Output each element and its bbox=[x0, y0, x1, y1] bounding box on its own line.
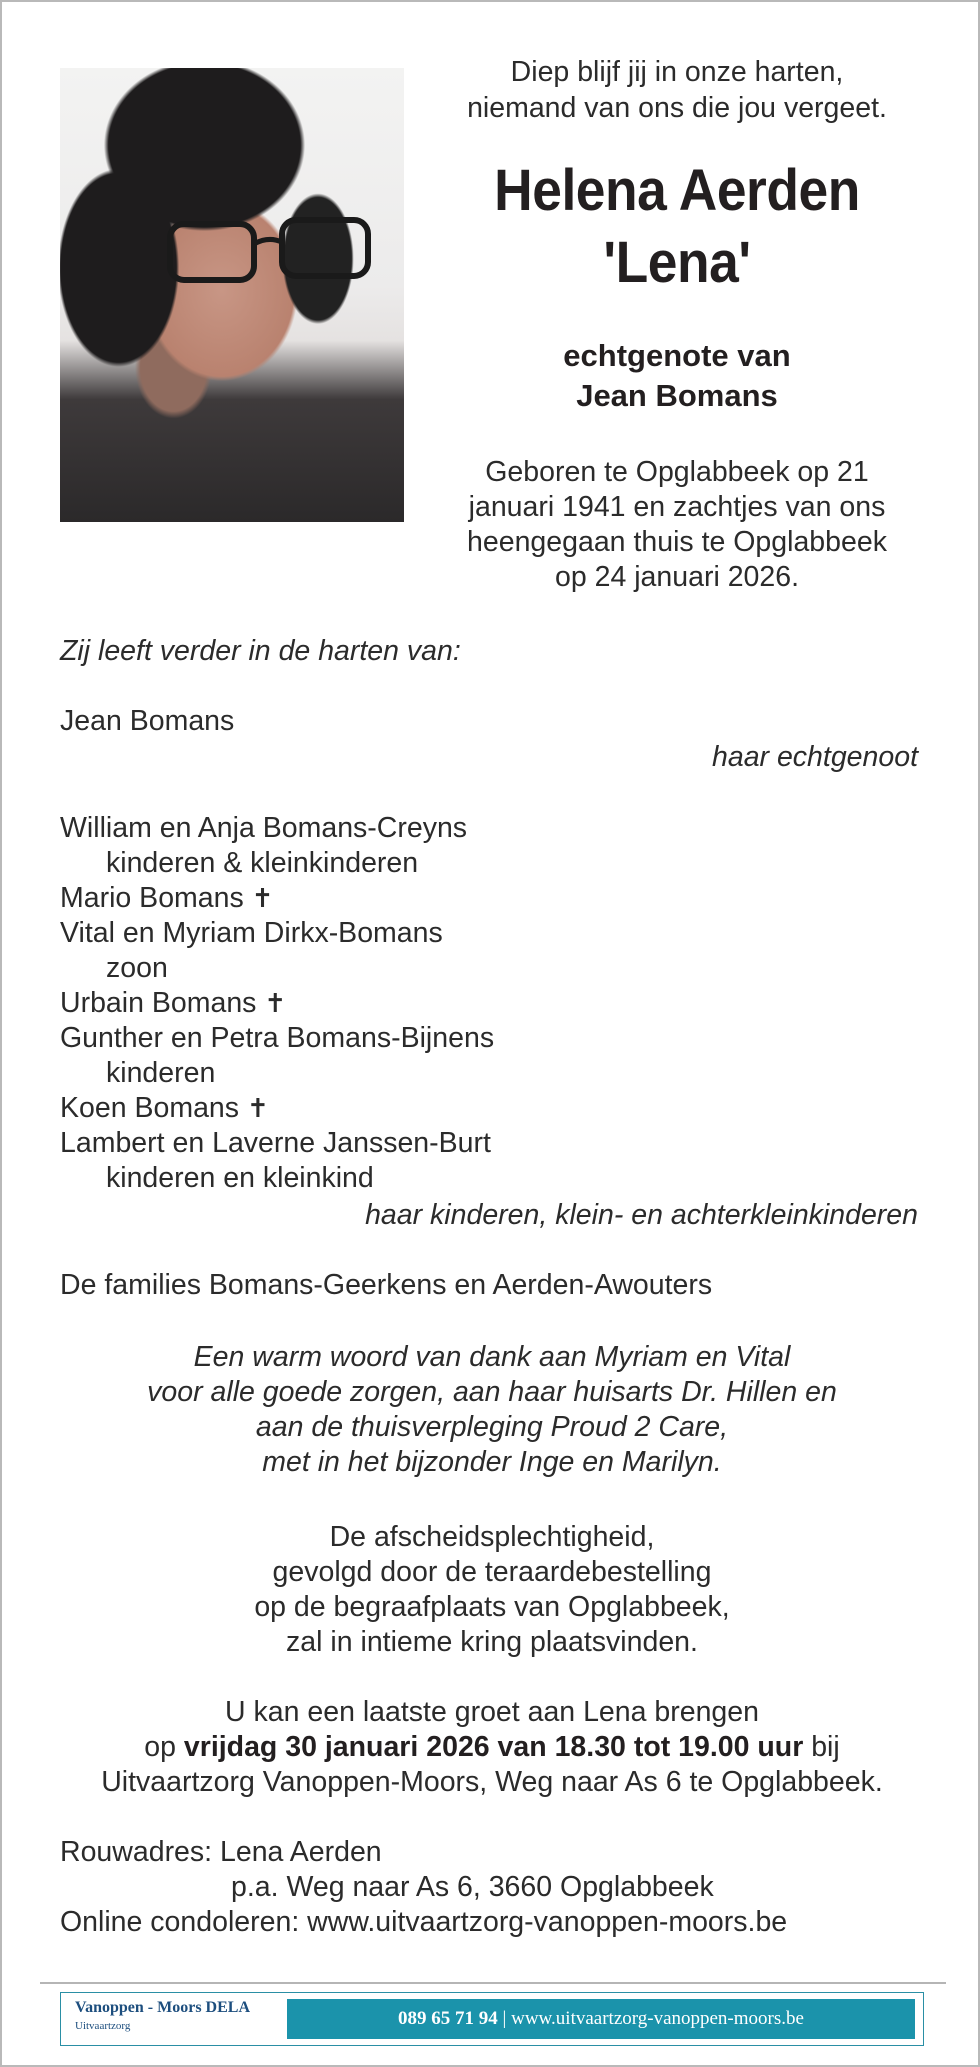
family-member bbox=[60, 1091, 269, 1126]
family-member-name: zoon bbox=[106, 952, 168, 984]
spouse-label: echtgenote van bbox=[563, 338, 791, 373]
motto bbox=[432, 54, 922, 126]
family-member-name: Koen Bomans bbox=[60, 1092, 240, 1124]
spouse-name: Jean Bomans bbox=[576, 378, 778, 413]
family-member bbox=[60, 811, 467, 846]
footer-divider bbox=[40, 1982, 946, 1984]
thanks-line: aan de thuisverpleging Proud 2 Care, bbox=[255, 1411, 729, 1443]
family-member-name: kinderen & kleinkinderen bbox=[106, 847, 419, 879]
family-role: haar kinderen, klein- en achterkleinkinderen bbox=[365, 1199, 918, 1231]
family-member-name: Gunther en Petra Bomans-Bijnens bbox=[60, 1022, 495, 1054]
deceased-name bbox=[452, 155, 903, 299]
motto-line: Diep blijf jij in onze harten, bbox=[510, 56, 844, 88]
contact-bar bbox=[287, 1999, 915, 2039]
logo-sub: Uitvaartzorg bbox=[75, 2020, 131, 2032]
logo-main: Vanoppen - Moors DELA bbox=[75, 1999, 250, 2016]
ceremony-line: zal in intieme kring plaatsvinden. bbox=[286, 1626, 698, 1658]
visit-post: bij bbox=[803, 1731, 840, 1763]
ceremony-line: op de begraafplaats van Opglabbeek, bbox=[254, 1591, 730, 1623]
portrait-photo bbox=[60, 68, 404, 522]
ceremony-line: De afscheidsplechtigheid, bbox=[329, 1521, 655, 1553]
family-member bbox=[60, 916, 443, 951]
motto-line: niemand van ons die jou vergeet. bbox=[467, 92, 887, 124]
visit-date-time: vrijdag 30 januari 2026 van 18.30 tot 19.00 uur bbox=[183, 1731, 804, 1763]
family-member bbox=[106, 951, 168, 986]
visit-line: U kan een laatste groet aan Lena brengen bbox=[225, 1696, 759, 1728]
cross-icon: ✝ bbox=[246, 1093, 269, 1123]
family-member-name: William en Anja Bomans-Creyns bbox=[60, 812, 468, 844]
nickname: 'Lena' bbox=[603, 230, 751, 295]
family-member bbox=[106, 1056, 215, 1091]
website-link[interactable]: www.uitvaartzorg-vanoppen-moors.be bbox=[511, 2008, 804, 2029]
family-member bbox=[60, 881, 273, 916]
visit-pre: op bbox=[144, 1731, 184, 1763]
born-line: januari 1941 en zachtjes van ons bbox=[468, 491, 886, 523]
family-member-name: Urbain Bomans bbox=[60, 987, 257, 1019]
thanks-line: Een warm woord van dank aan Myriam en Vital bbox=[193, 1341, 791, 1373]
phone-number[interactable]: 089 65 71 94 bbox=[398, 2008, 498, 2029]
address-line: p.a. Weg naar As 6, 3660 Opglabbeek bbox=[231, 1871, 714, 1903]
family-member bbox=[106, 846, 418, 881]
cross-icon: ✝ bbox=[251, 883, 274, 913]
thanks-line: met in het bijzonder Inge en Marilyn. bbox=[262, 1446, 722, 1478]
visit-location: Uitvaartzorg Vanoppen-Moors, Weg naar As 6 te Opglabbeek. bbox=[101, 1766, 883, 1798]
funeral-home-logo bbox=[75, 1999, 250, 2035]
ceremony-line: gevolgd door de teraardebestelling bbox=[272, 1556, 712, 1588]
husband-name: Jean Bomans bbox=[60, 705, 235, 737]
spouse-info bbox=[432, 336, 922, 416]
family-member-name: kinderen en kleinkind bbox=[106, 1162, 374, 1194]
address-line: Rouwadres: Lena Aerden bbox=[60, 1836, 382, 1868]
born-line: Geboren te Opglabbeek op 21 bbox=[485, 456, 869, 488]
birth-death-text bbox=[432, 455, 922, 595]
full-name: Helena Aerden bbox=[494, 158, 860, 223]
family-member-name: Mario Bomans bbox=[60, 882, 244, 914]
family-member bbox=[106, 1161, 374, 1196]
visit-line bbox=[2, 1730, 980, 1765]
family-member bbox=[60, 1021, 494, 1056]
funeral-home-footer bbox=[60, 1992, 924, 2046]
intro-text: Zij leeft verder in de harten van: bbox=[60, 635, 461, 667]
born-line: heengegaan thuis te Opglabbeek bbox=[467, 526, 887, 558]
cross-icon: ✝ bbox=[264, 988, 287, 1018]
glasses-shape bbox=[164, 216, 376, 290]
family-member bbox=[60, 1126, 491, 1161]
families-text: De families Bomans-Geerkens en Aerden-Awouters bbox=[60, 1269, 713, 1301]
family-member-name: Lambert en Laverne Janssen-Burt bbox=[60, 1127, 491, 1159]
family-member-name: kinderen bbox=[106, 1057, 216, 1089]
thanks-line: voor alle goede zorgen, aan haar huisarts Dr. Hillen en bbox=[147, 1376, 837, 1408]
family-member-name: Vital en Myriam Dirkx-Bomans bbox=[60, 917, 443, 949]
family-member bbox=[60, 986, 286, 1021]
born-line: op 24 januari 2026. bbox=[554, 561, 800, 593]
husband-role: haar echtgenoot bbox=[712, 741, 918, 773]
condolence-link[interactable]: Online condoleren: www.uitvaartzorg-vanoppen-moors.be bbox=[60, 1906, 788, 1938]
separator: | bbox=[502, 2008, 507, 2029]
